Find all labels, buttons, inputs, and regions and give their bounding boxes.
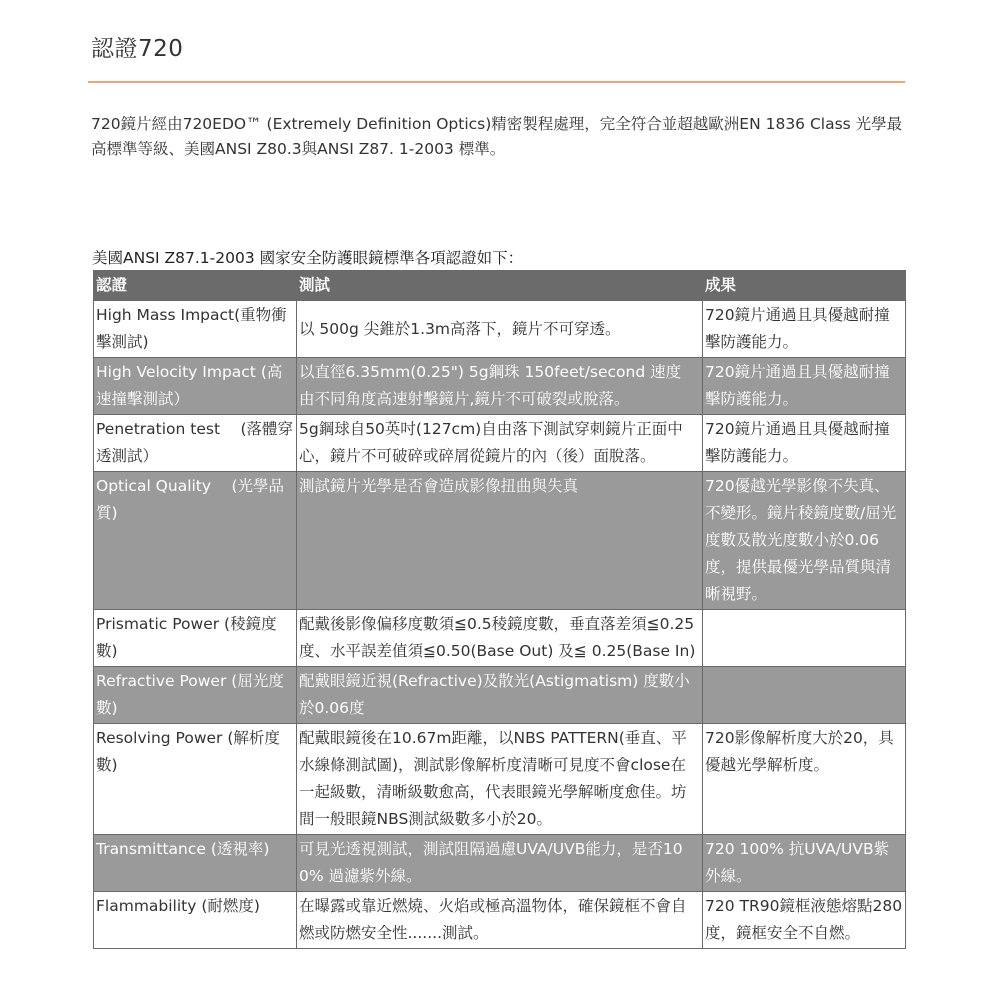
- table-header-row: [94, 271, 906, 301]
- table-row-penetration-test: [94, 415, 906, 472]
- cell-certification: Transmittance (透視率): [94, 835, 297, 892]
- table-caption: 美國ANSI Z87.1-2003 國家安全防護眼鏡標準各項認證如下：: [92, 249, 524, 267]
- cell-test: 配戴眼鏡近視(Refractive)及散光(Astigmatism) 度數小於0.06度: [297, 667, 703, 724]
- table-row-high-velocity-impact: [94, 358, 906, 415]
- cell-test: 測試鏡片光學是否會造成影像扭曲與失真: [297, 472, 703, 610]
- cell-test: 5g鋼球自50英吋(127cm)自由落下測試穿刺鏡片正面中心，鏡片不可破碎或碎屑從鏡片的內（後）面脫落。: [297, 415, 703, 472]
- cell-result: 720優越光學影像不失真、不變形。鏡片稜鏡度數/屈光度數及散光度數小於0.06度，提供最優光學品質與清晰視野。: [703, 472, 906, 610]
- cell-test: 以直徑6.35mm(0.25") 5g鋼珠 150feet/second 速度 由不同角度高速射擊鏡片,鏡片不可破裂或脫落。: [297, 358, 703, 415]
- table-row-refractive-power: [94, 667, 906, 724]
- intro-paragraph: 720鏡片經由720EDO™ (Extremely Definition Optics)精密製程處理，完全符合並超越歐洲EN 1836 Class 光學最高標準等級、美國ANSI Z80.3與ANSI Z87. 1-2003 標準。: [91, 115, 903, 158]
- column-header-result: 成果: [703, 271, 906, 301]
- cell-test: 可見光透視測試，測試阻隔過慮UVA/UVB能力，是否100% 過濾紫外線。: [297, 835, 703, 892]
- cell-test: 配戴眼鏡後在10.67m距離，以NBS PATTERN(垂直、平水線條測試圖)，測試影像解析度清晰可見度不會close在一起級數，清晰級數愈高，代表眼鏡光學解晰度愈佳。坊間一般眼鏡NBS測試級數多小於20。: [297, 724, 703, 835]
- certification-table: [93, 270, 906, 949]
- cell-certification: High Velocity Impact (高速撞擊測試）: [94, 358, 297, 415]
- table-row-resolving-power: [94, 724, 906, 835]
- column-header-certification: 認證: [94, 271, 297, 301]
- page-title: 認證720: [91, 36, 184, 62]
- cell-certification: Refractive Power (屈光度數): [94, 667, 297, 724]
- cell-result: 720影像解析度大於20，具優越光學解析度。: [703, 724, 906, 835]
- table-row-high-mass-impact: [94, 301, 906, 358]
- table-row-optical-quality: [94, 472, 906, 610]
- cell-test: 配戴後影像偏移度數須≦0.5稜鏡度數，垂直落差須≦0.25度、水平誤差值須≦0.50(Base Out) 及≦ 0.25(Base In): [297, 610, 703, 667]
- cell-result: 720鏡片通過且具優越耐撞擊防護能力。: [703, 301, 906, 358]
- cell-certification: Flammability (耐燃度): [94, 892, 297, 949]
- title-divider: [88, 81, 905, 83]
- cell-result: 720 TR90鏡框液態熔點280度，鏡框安全不自燃。: [703, 892, 906, 949]
- column-header-test: 測試: [297, 271, 703, 301]
- cell-result: 720 100% 抗UVA/UVB紫外線。: [703, 835, 906, 892]
- table-row-prismatic-power: [94, 610, 906, 667]
- cell-certification: Resolving Power (解析度數): [94, 724, 297, 835]
- cell-result: [703, 667, 906, 724]
- cell-test: 以 500g 尖錐於1.3m高落下，鏡片不可穿透。: [297, 301, 703, 358]
- cell-certification: High Mass Impact(重物衝擊測試): [94, 301, 297, 358]
- cell-certification: Prismatic Power (稜鏡度數): [94, 610, 297, 667]
- table-row-flammability: [94, 892, 906, 949]
- cell-result: 720鏡片通過且具優越耐撞擊防護能力。: [703, 415, 906, 472]
- cell-test: 在曝露或靠近燃燒、火焰或極高溫物体，確保鏡框不會自燃或防燃安全性.......測試。: [297, 892, 703, 949]
- cell-result: 720鏡片通過且具優越耐撞擊防護能力。: [703, 358, 906, 415]
- cell-result: [703, 610, 906, 667]
- cell-certification: Optical Quality (光學品質): [94, 472, 297, 610]
- cell-certification: Penetration test (落體穿透測試）: [94, 415, 297, 472]
- table-row-transmittance: [94, 835, 906, 892]
